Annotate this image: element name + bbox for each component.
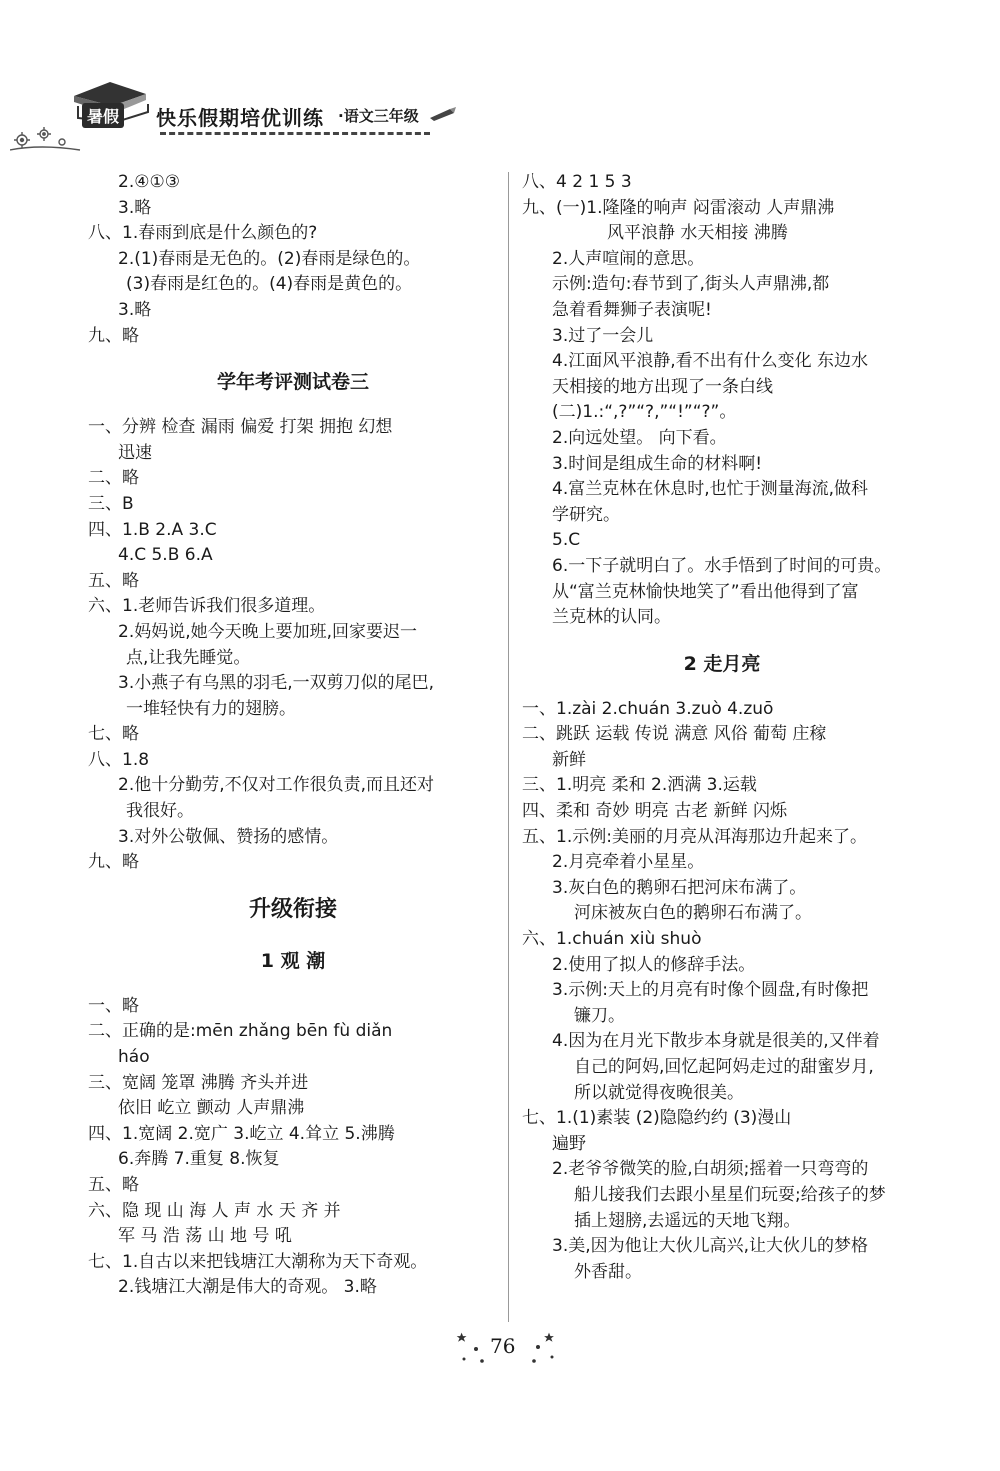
answer-line: 风平浪静 水天相接 沸腾: [607, 223, 788, 244]
answer-line: 七、1.(1)素装 (2)隐隐约约 (3)漫山: [522, 1108, 792, 1129]
answer-line: 九、略: [88, 325, 139, 346]
answer-line: 一堆轻快有力的翅膀。: [126, 698, 296, 719]
answer-line: (二)1.:“,?”“?,”“!”“?”。: [552, 402, 737, 423]
answer-line: 3.时间是组成生命的材料啊!: [552, 453, 763, 474]
answer-line: 五、1.示例:美丽的月亮从洱海那边升起来了。: [522, 826, 867, 847]
answer-line: 3.过了一会儿: [552, 325, 654, 346]
answer-line: 九、(一)1.隆隆的响声 闷雷滚动 人声鼎沸: [522, 197, 835, 218]
section-heading: 1 观 潮: [260, 949, 326, 972]
answer-line: 点,让我先睡觉。: [126, 647, 251, 668]
answer-line: 一、略: [88, 995, 139, 1016]
answer-line: 2.他十分勤劳,不仅对工作很负责,而且还对: [118, 775, 435, 796]
answer-line: 自己的阿妈,回忆起阿妈走过的甜蜜岁月,: [574, 1057, 874, 1077]
answer-line: 3.略: [118, 197, 152, 218]
answer-line: 四、1.B 2.A 3.C: [88, 519, 217, 540]
answer-line: 4.江面风平浪静,看不出有什么变化 东边水: [552, 351, 869, 372]
stars-left-icon: [456, 1327, 488, 1367]
answer-line: 河床被灰白色的鹅卵石布满了。: [574, 903, 812, 924]
answer-line: 六、隐 现 山 海 人 声 水 天 齐 并: [88, 1200, 341, 1221]
answer-line: 5.C: [552, 530, 581, 551]
answer-line: 二、略: [88, 468, 139, 489]
pencil-icon: [428, 106, 458, 122]
answer-line: 学研究。: [552, 504, 620, 525]
summer-badge: 暑假: [82, 103, 124, 128]
answer-line: 三、1.明亮 柔和 2.洒满 3.运载: [522, 775, 757, 796]
header-dashed-rule: [160, 132, 430, 135]
section-heading: 2 走月亮: [683, 652, 761, 675]
answer-line: 急着看舞狮子表演呢!: [552, 299, 712, 320]
answer-line: 3.美,因为他让大伙儿高兴,让大伙儿的梦格: [552, 1236, 869, 1257]
answer-line: 3.略: [118, 299, 152, 320]
answer-line: 3.灰白色的鹅卵石把河床布满了。: [552, 877, 807, 898]
chapter-heading: 升级衔接: [248, 896, 337, 922]
answer-line: 所以就觉得夜晚很美。: [574, 1082, 744, 1103]
answer-line: 2.钱塘江大潮是伟大的奇观。 3.略: [118, 1277, 377, 1298]
spacer: [88, 399, 498, 415]
right-column: [522, 170, 922, 1285]
answer-line: 一、分辨 检查 漏雨 偏爱 打架 拥抱 幻想: [88, 417, 393, 438]
answer-line: háo: [118, 1047, 150, 1068]
answer-line: 军 马 浩 荡 山 地 号 吼: [118, 1226, 292, 1247]
answer-line: 七、1.自古以来把钱塘江大潮称为天下奇观。: [88, 1251, 428, 1272]
answer-line: 4.因为在月光下散步本身就是很美的,又伴着: [552, 1031, 880, 1052]
left-column: [88, 170, 498, 1301]
spacer: [522, 681, 922, 697]
stars-right-icon: [528, 1327, 560, 1367]
spacer: [88, 928, 498, 944]
answer-line: 2.月亮牵着小星星。: [552, 852, 705, 873]
answer-line: 迅速: [118, 442, 152, 463]
answer-line: 一、1.zài 2.chuán 3.zuò 4.zuō: [522, 698, 774, 719]
answer-line: 4.富兰克林在休息时,也忙于测量海流,做科: [552, 479, 869, 500]
section-heading: 学年考评测试卷三: [216, 371, 369, 394]
answer-line: 天相接的地方出现了一条白线: [552, 376, 773, 397]
answer-line: 外香甜。: [574, 1261, 642, 1282]
answer-line: 6.一下子就明白了。水手悟到了时间的可贵。: [552, 555, 892, 576]
answer-line: 五、略: [88, 570, 139, 591]
answer-line: 八、1.8: [88, 749, 150, 770]
answer-line: 八、4 2 1 5 3: [522, 172, 632, 192]
answer-line: 插上翅膀,去遥远的天地飞翔。: [574, 1210, 801, 1231]
series-title: 快乐假期培优训练: [156, 106, 324, 130]
answer-line: 从“富兰克林愉快地笑了”看出他得到了富: [552, 581, 859, 602]
answer-line: 新鲜: [552, 749, 586, 770]
answer-line: 4.C 5.B 6.A: [118, 545, 213, 566]
page-number: 76: [490, 1334, 516, 1358]
answer-line: 三、B: [88, 493, 134, 514]
column-divider: [508, 172, 509, 1322]
answer-line: 依旧 屹立 颤动 人声鼎沸: [118, 1098, 305, 1119]
answer-line: 二、跳跃 运载 传说 满意 风俗 葡萄 庄稼: [522, 724, 827, 745]
answer-line: 2.老爷爷微笑的脸,白胡须;摇着一只弯弯的: [552, 1159, 869, 1180]
series-header: [10, 70, 450, 160]
answer-line: 2.妈妈说,她今天晚上要加班,回家要迟一: [118, 621, 418, 642]
answer-line: 遍野: [552, 1133, 586, 1154]
answer-line: 3.小燕子有乌黑的羽毛,一双剪刀似的尾巴,: [118, 673, 435, 694]
answer-line: 3.对外公敬佩、赞扬的感情。: [118, 826, 339, 847]
answer-line: 七、略: [88, 724, 139, 745]
answer-line: 二、正确的是:mēn zhǎng bēn fù diǎn: [88, 1021, 393, 1042]
spacer: [88, 978, 498, 994]
answer-line: 2.使用了拟人的修辞手法。: [552, 954, 756, 975]
answer-line: 六、1.chuán xiù shuò: [522, 929, 702, 950]
answer-line: 五、略: [88, 1175, 139, 1195]
answer-line: 镰刀。: [574, 1005, 625, 1026]
answer-line: 四、1.宽阔 2.宽广 3.屹立 4.耸立 5.沸腾: [88, 1123, 395, 1144]
answer-line: 九、略: [88, 852, 139, 873]
answer-line: (3)春雨是红色的。(4)春雨是黄色的。: [126, 274, 413, 295]
answer-line: 船儿接我们去跟小星星们玩耍;给孩子的梦: [574, 1184, 886, 1205]
answer-line: 三、宽阔 笼罩 沸腾 齐头并进: [88, 1072, 309, 1093]
answer-line: 6.奔腾 7.重复 8.恢复: [118, 1149, 280, 1170]
answer-line: 2.④①③: [118, 172, 180, 192]
answer-line: 2.人声喧闹的意思。: [552, 248, 705, 269]
answer-line: 2.(1)春雨是无色的。(2)春雨是绿色的。: [118, 248, 421, 269]
answer-line: 六、1.老师告诉我们很多道理。: [88, 596, 326, 617]
answer-line: 2.向远处望。 向下看。: [552, 427, 727, 448]
answer-line: 兰克林的认同。: [552, 607, 671, 628]
answer-line: 四、柔和 奇妙 明亮 古老 新鲜 闪烁: [522, 801, 788, 822]
spacer: [522, 631, 922, 647]
spacer: [88, 349, 498, 365]
answer-line: 示例:造句:春节到了,街头人声鼎沸,都: [552, 274, 830, 295]
grade-subtitle: ·语文三年级: [338, 107, 419, 125]
spacer: [88, 876, 498, 892]
answer-line: 3.示例:天上的月亮有时像个圆盘,有时像把: [552, 980, 869, 1001]
answer-line: 我很好。: [126, 801, 194, 822]
answer-line: 八、1.春雨到底是什么颜色的?: [88, 223, 318, 244]
